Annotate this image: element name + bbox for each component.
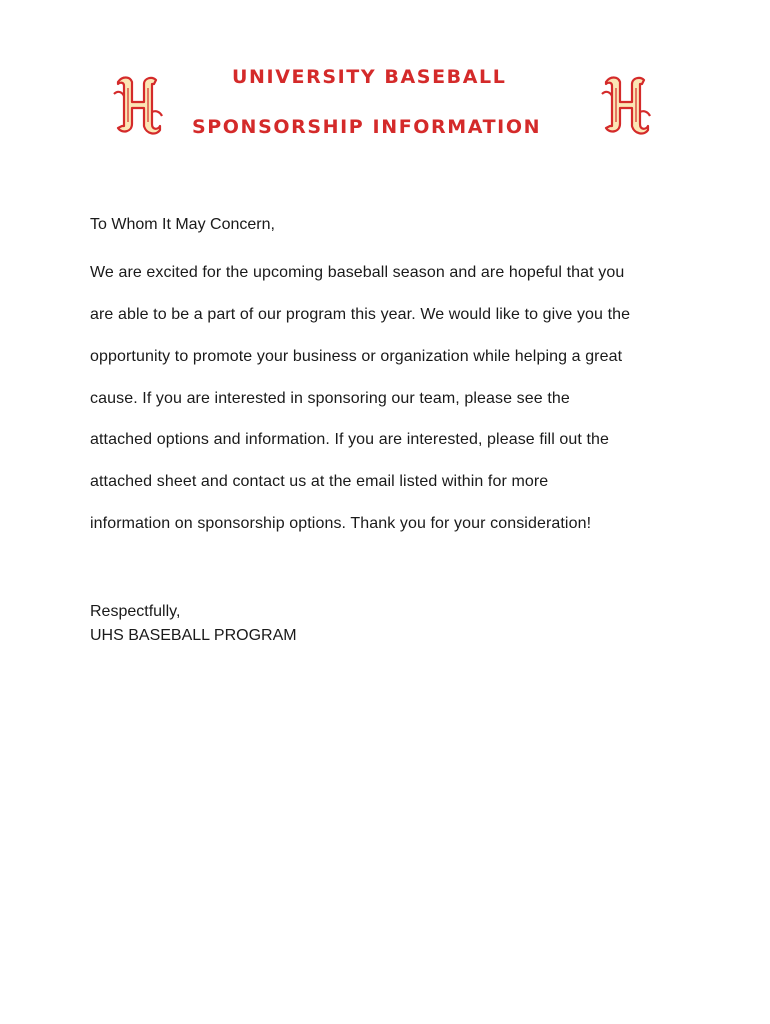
letter-body-line: attached options and information. If you are interested, please fill out the [90, 431, 610, 448]
university-h-logo-icon [112, 72, 164, 136]
letter-signature: UHS BASEBALL PROGRAM [90, 627, 297, 644]
heading-university-baseball: UNIVERSITY BASEBALL [232, 66, 507, 88]
letter-h-logo-graphic [112, 72, 164, 136]
university-h-logo-icon [600, 72, 652, 136]
letter-body-line: opportunity to promote your business or organization while helping a great [90, 348, 623, 365]
letter-body-line: cause. If you are interested in sponsoring our team, please see the [90, 390, 570, 407]
letter-salutation: To Whom It May Concern, [90, 216, 275, 233]
letter-h-logo-graphic [600, 72, 652, 136]
letter-body-line: information on sponsorship options. Thank you for your consideration! [90, 515, 592, 532]
heading-sponsorship-information: SPONSORSHIP INFORMATION [192, 116, 542, 138]
letter-closing: Respectfully, [90, 603, 181, 620]
letter-body-line: We are excited for the upcoming baseball season and are hopeful that you [90, 264, 625, 281]
letter-body-line: are able to be a part of our program this year. We would like to give you the [90, 306, 631, 323]
letter-body-line: attached sheet and contact us at the email listed within for more [90, 473, 549, 490]
